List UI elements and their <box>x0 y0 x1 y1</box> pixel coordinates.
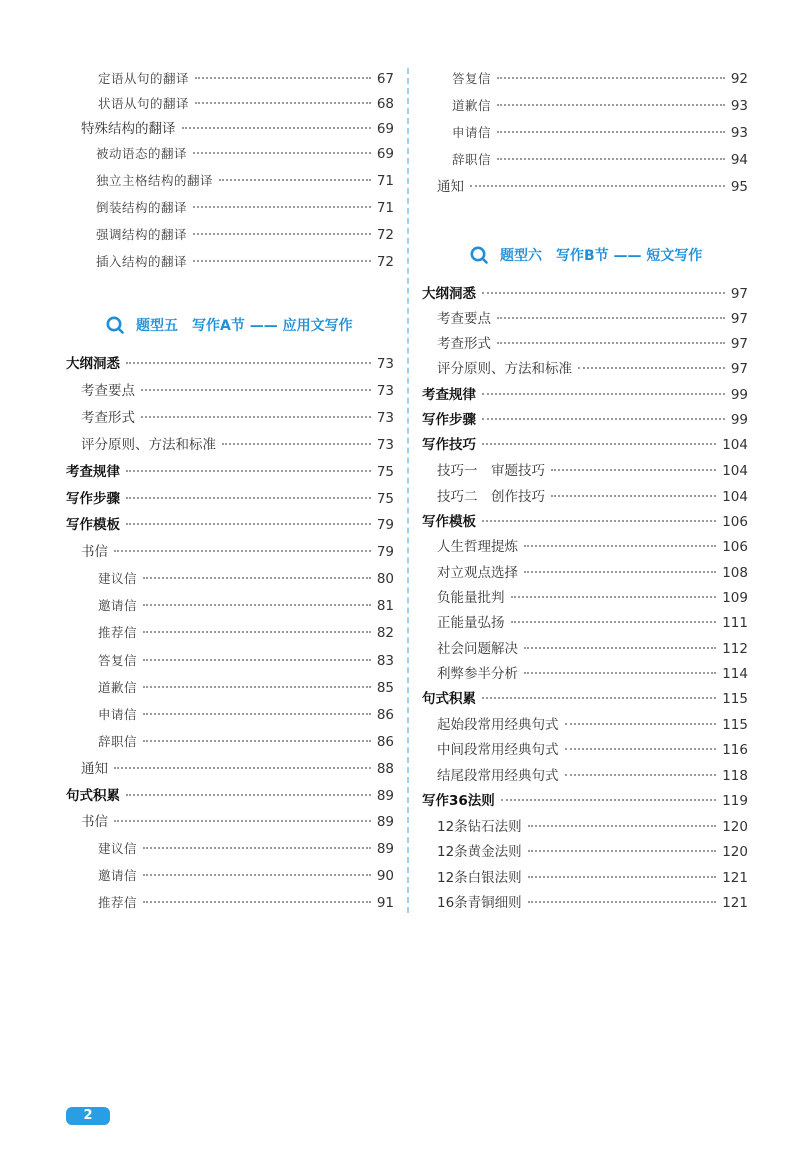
toc-page: 71 <box>376 173 394 189</box>
toc-label: 申请信 <box>452 125 492 140</box>
toc-entry[interactable] <box>422 792 748 810</box>
toc-entry[interactable] <box>81 760 394 778</box>
toc-label: 申请信 <box>98 707 138 722</box>
toc-page: 89 <box>376 841 394 857</box>
leader-dots <box>578 367 725 369</box>
toc-label: 写作模板 <box>66 517 120 533</box>
toc-page: 114 <box>722 666 748 682</box>
toc-entry[interactable] <box>96 253 394 271</box>
toc-label: 正能量弘扬 <box>437 615 505 631</box>
section-title: 题型六 写作B节 —— 短文写作 <box>500 248 703 264</box>
toc-label: 12条白银法则 <box>437 870 522 886</box>
toc-label: 邀请信 <box>98 868 138 883</box>
leader-dots <box>126 497 371 499</box>
toc-label: 技巧一 审题技巧 <box>437 463 545 479</box>
toc-label: 状语从句的翻译 <box>98 96 190 111</box>
toc-page: 109 <box>722 590 748 606</box>
toc-page: 108 <box>722 565 748 581</box>
toc-label: 建议信 <box>98 841 138 856</box>
toc-label: 书信 <box>81 544 108 560</box>
toc-entry[interactable] <box>437 614 748 632</box>
leader-dots <box>195 77 371 79</box>
leader-dots <box>195 102 371 104</box>
toc-page: 120 <box>722 844 748 860</box>
toc-page: 73 <box>376 383 394 399</box>
leader-dots <box>114 767 371 769</box>
toc-entry[interactable] <box>81 409 394 427</box>
toc-page: 104 <box>722 463 748 479</box>
toc-label: 结尾段常用经典句式 <box>437 768 559 784</box>
toc-label: 写作步骤 <box>66 491 120 507</box>
toc-page: 81 <box>376 598 394 614</box>
toc-entry[interactable] <box>98 70 394 88</box>
toc-label: 推荐信 <box>98 895 138 910</box>
toc-entry[interactable] <box>96 172 394 190</box>
leader-dots <box>482 697 716 699</box>
leader-dots <box>143 631 371 633</box>
toc-label: 道歉信 <box>452 98 492 113</box>
toc-page: 67 <box>376 71 394 87</box>
toc-label: 12条钻石法则 <box>437 819 522 835</box>
toc-label: 通知 <box>81 761 108 777</box>
toc-entry[interactable] <box>422 436 748 454</box>
toc-entry[interactable] <box>98 652 394 670</box>
toc-page: 111 <box>722 615 748 631</box>
toc-page: 115 <box>722 691 748 707</box>
toc-entry[interactable] <box>437 716 748 734</box>
toc-entry[interactable] <box>98 894 394 912</box>
leader-dots <box>497 104 725 106</box>
leader-dots <box>497 158 725 160</box>
leader-dots <box>143 847 371 849</box>
toc-entry[interactable] <box>437 488 748 506</box>
toc-entry[interactable] <box>437 564 748 582</box>
toc-entry[interactable] <box>66 490 394 508</box>
magnifier-icon <box>106 316 124 334</box>
toc-label: 建议信 <box>98 571 138 586</box>
toc-label: 大纲洞悉 <box>66 356 120 372</box>
toc-entry[interactable] <box>437 589 748 607</box>
toc-label: 辞职信 <box>98 734 138 749</box>
leader-dots <box>565 774 717 776</box>
toc-page: 104 <box>722 437 748 453</box>
column-divider <box>407 68 409 913</box>
toc-label: 句式积累 <box>422 691 476 707</box>
toc-entry[interactable] <box>98 95 394 113</box>
toc-entry[interactable] <box>437 869 748 887</box>
toc-entry[interactable] <box>81 813 394 831</box>
toc-page: 116 <box>722 742 748 758</box>
toc-page: 69 <box>376 121 394 137</box>
toc-label: 考查形式 <box>437 336 491 352</box>
leader-dots <box>143 901 371 903</box>
toc-page: 91 <box>376 895 394 911</box>
toc-entry[interactable] <box>98 679 394 697</box>
toc-label: 评分原则、方法和标准 <box>437 361 572 377</box>
toc-entry[interactable] <box>422 513 748 531</box>
toc-entry[interactable] <box>422 285 748 303</box>
toc-entry[interactable] <box>422 386 748 404</box>
toc-entry[interactable] <box>437 894 748 912</box>
toc-label: 被动语态的翻译 <box>96 146 188 161</box>
toc-label: 写作36法则 <box>422 793 495 809</box>
toc-page: 99 <box>730 387 748 403</box>
leader-dots <box>222 443 371 445</box>
toc-label: 道歉信 <box>98 680 138 695</box>
leader-dots <box>143 740 371 742</box>
toc-page: 79 <box>376 544 394 560</box>
toc-entry[interactable] <box>66 787 394 805</box>
leader-dots <box>482 418 725 420</box>
leader-dots <box>126 470 371 472</box>
toc-page: 90 <box>376 868 394 884</box>
toc-page: 93 <box>730 98 748 114</box>
leader-dots <box>528 901 717 903</box>
toc-entry[interactable] <box>66 463 394 481</box>
leader-dots <box>511 621 717 623</box>
leader-dots <box>482 292 725 294</box>
toc-entry[interactable] <box>452 97 748 115</box>
toc-label: 考查形式 <box>81 410 135 426</box>
leader-dots <box>114 820 371 822</box>
toc-entry[interactable] <box>81 120 394 138</box>
toc-label: 通知 <box>437 179 464 195</box>
toc-label: 定语从句的翻译 <box>98 71 190 86</box>
leader-dots <box>126 362 371 364</box>
leader-dots <box>497 77 725 79</box>
toc-label: 邀请信 <box>98 598 138 613</box>
toc-label: 独立主格结构的翻译 <box>96 173 214 188</box>
toc-entry[interactable] <box>437 640 748 658</box>
toc-entry[interactable] <box>81 382 394 400</box>
leader-dots <box>143 874 371 876</box>
toc-label: 16条青铜细则 <box>437 895 522 911</box>
toc-label: 书信 <box>81 814 108 830</box>
leader-dots <box>126 523 371 525</box>
toc-label: 答复信 <box>452 71 492 86</box>
toc-page: 97 <box>730 311 748 327</box>
toc-page: 85 <box>376 680 394 696</box>
magnifier-icon <box>470 246 488 264</box>
toc-entry[interactable] <box>66 516 394 534</box>
toc-entry[interactable] <box>98 867 394 885</box>
toc-entry[interactable] <box>437 178 748 196</box>
toc-label: 考查规律 <box>422 387 476 403</box>
toc-page: 92 <box>730 71 748 87</box>
toc-label: 考查要点 <box>81 383 135 399</box>
leader-dots <box>501 799 716 801</box>
leader-dots <box>193 233 371 235</box>
toc-entry[interactable] <box>98 733 394 751</box>
toc-label: 中间段常用经典句式 <box>437 742 559 758</box>
leader-dots <box>551 495 716 497</box>
leader-dots <box>470 185 725 187</box>
toc-page: 73 <box>376 356 394 372</box>
leader-dots <box>143 659 371 661</box>
leader-dots <box>193 260 371 262</box>
toc-entry[interactable] <box>452 151 748 169</box>
toc-page: 71 <box>376 200 394 216</box>
leader-dots <box>497 131 725 133</box>
toc-entry[interactable] <box>437 310 748 328</box>
section-header <box>470 245 702 265</box>
toc-page: 72 <box>376 254 394 270</box>
toc-entry[interactable] <box>96 145 394 163</box>
toc-page: 80 <box>376 571 394 587</box>
leader-dots <box>114 550 371 552</box>
toc-page: 119 <box>722 793 748 809</box>
toc-entry[interactable] <box>98 624 394 642</box>
toc-entry[interactable] <box>437 360 748 378</box>
toc-label: 写作步骤 <box>422 412 476 428</box>
toc-entry[interactable] <box>452 70 748 88</box>
leader-dots <box>482 520 716 522</box>
toc-entry[interactable] <box>98 597 394 615</box>
toc-page: 89 <box>376 788 394 804</box>
toc-label: 负能量批判 <box>437 590 505 606</box>
leader-dots <box>482 443 716 445</box>
toc-page: 121 <box>722 895 748 911</box>
toc-label: 插入结构的翻译 <box>96 254 188 269</box>
toc-page: 115 <box>722 717 748 733</box>
leader-dots <box>528 850 717 852</box>
toc-label: 社会问题解决 <box>437 641 518 657</box>
leader-dots <box>497 342 725 344</box>
leader-dots <box>511 596 717 598</box>
leader-dots <box>143 577 371 579</box>
toc-entry[interactable] <box>437 665 748 683</box>
toc-entry[interactable] <box>437 335 748 353</box>
toc-label: 起始段常用经典句式 <box>437 717 559 733</box>
leader-dots <box>551 469 716 471</box>
toc-page: 97 <box>730 336 748 352</box>
toc-page: 83 <box>376 653 394 669</box>
toc-entry[interactable] <box>437 843 748 861</box>
toc-entry[interactable] <box>437 538 748 556</box>
toc-page: 86 <box>376 734 394 750</box>
leader-dots <box>524 672 716 674</box>
toc-label: 考查规律 <box>66 464 120 480</box>
toc-entry[interactable] <box>98 840 394 858</box>
toc-label: 考查要点 <box>437 311 491 327</box>
leader-dots <box>182 127 371 129</box>
toc-page: 68 <box>376 96 394 112</box>
leader-dots <box>482 393 725 395</box>
toc-label: 倒装结构的翻译 <box>96 200 188 215</box>
toc-page: 121 <box>722 870 748 886</box>
toc-page: 82 <box>376 625 394 641</box>
leader-dots <box>524 571 716 573</box>
toc-page: 73 <box>376 410 394 426</box>
toc-label: 强调结构的翻译 <box>96 227 188 242</box>
toc-entry[interactable] <box>96 199 394 217</box>
toc-label: 技巧二 创作技巧 <box>437 489 545 505</box>
leader-dots <box>528 825 717 827</box>
toc-entry[interactable] <box>81 543 394 561</box>
leader-dots <box>193 152 371 154</box>
toc-page: 106 <box>722 514 748 530</box>
toc-page: 112 <box>722 641 748 657</box>
toc-entry[interactable] <box>437 741 748 759</box>
leader-dots <box>565 748 717 750</box>
section-title: 题型五 写作A节 —— 应用文写作 <box>136 318 353 334</box>
toc-page: 86 <box>376 707 394 723</box>
leader-dots <box>528 876 717 878</box>
leader-dots <box>497 317 725 319</box>
page-number-badge: 2 <box>66 1107 110 1125</box>
toc-page: 106 <box>722 539 748 555</box>
toc-label: 辞职信 <box>452 152 492 167</box>
leader-dots <box>524 647 716 649</box>
toc-entry[interactable] <box>437 818 748 836</box>
toc-entry[interactable] <box>96 226 394 244</box>
toc-label: 大纲洞悉 <box>422 286 476 302</box>
toc-page: 94 <box>730 152 748 168</box>
toc-page: 88 <box>376 761 394 777</box>
toc-page: 97 <box>730 361 748 377</box>
toc-page: 99 <box>730 412 748 428</box>
toc-page: 75 <box>376 491 394 507</box>
toc-entry[interactable] <box>422 690 748 708</box>
toc-entry[interactable] <box>98 706 394 724</box>
toc-label: 推荐信 <box>98 625 138 640</box>
toc-label: 对立观点选择 <box>437 565 518 581</box>
leader-dots <box>219 179 371 181</box>
toc-label: 人生哲理提炼 <box>437 539 518 555</box>
toc-page: 104 <box>722 489 748 505</box>
toc-entry[interactable] <box>437 767 748 785</box>
toc-page: 89 <box>376 814 394 830</box>
leader-dots <box>143 604 371 606</box>
toc-page: 120 <box>722 819 748 835</box>
toc-page: 79 <box>376 517 394 533</box>
toc-label: 答复信 <box>98 653 138 668</box>
toc-page: 97 <box>730 286 748 302</box>
toc-entry[interactable] <box>98 570 394 588</box>
toc-entry[interactable] <box>66 355 394 373</box>
toc-entry[interactable] <box>81 436 394 454</box>
toc-page: 73 <box>376 437 394 453</box>
toc-label: 特殊结构的翻译 <box>81 121 176 137</box>
leader-dots <box>565 723 717 725</box>
leader-dots <box>524 545 716 547</box>
leader-dots <box>141 389 371 391</box>
leader-dots <box>141 416 371 418</box>
toc-page: 95 <box>730 179 748 195</box>
toc-label: 12条黄金法则 <box>437 844 522 860</box>
toc-page: 75 <box>376 464 394 480</box>
toc-entry[interactable] <box>452 124 748 142</box>
toc-page: 118 <box>722 768 748 784</box>
leader-dots <box>193 206 371 208</box>
toc-page: 93 <box>730 125 748 141</box>
toc-label: 句式积累 <box>66 788 120 804</box>
toc-page: 69 <box>376 146 394 162</box>
toc-label: 评分原则、方法和标准 <box>81 437 216 453</box>
leader-dots <box>126 794 371 796</box>
toc-label: 写作技巧 <box>422 437 476 453</box>
toc-page: 72 <box>376 227 394 243</box>
leader-dots <box>143 713 371 715</box>
section-header <box>106 315 353 335</box>
toc-label: 利弊参半分析 <box>437 666 518 682</box>
leader-dots <box>143 686 371 688</box>
toc-entry[interactable] <box>422 411 748 429</box>
toc-label: 写作模板 <box>422 514 476 530</box>
toc-entry[interactable] <box>437 462 748 480</box>
